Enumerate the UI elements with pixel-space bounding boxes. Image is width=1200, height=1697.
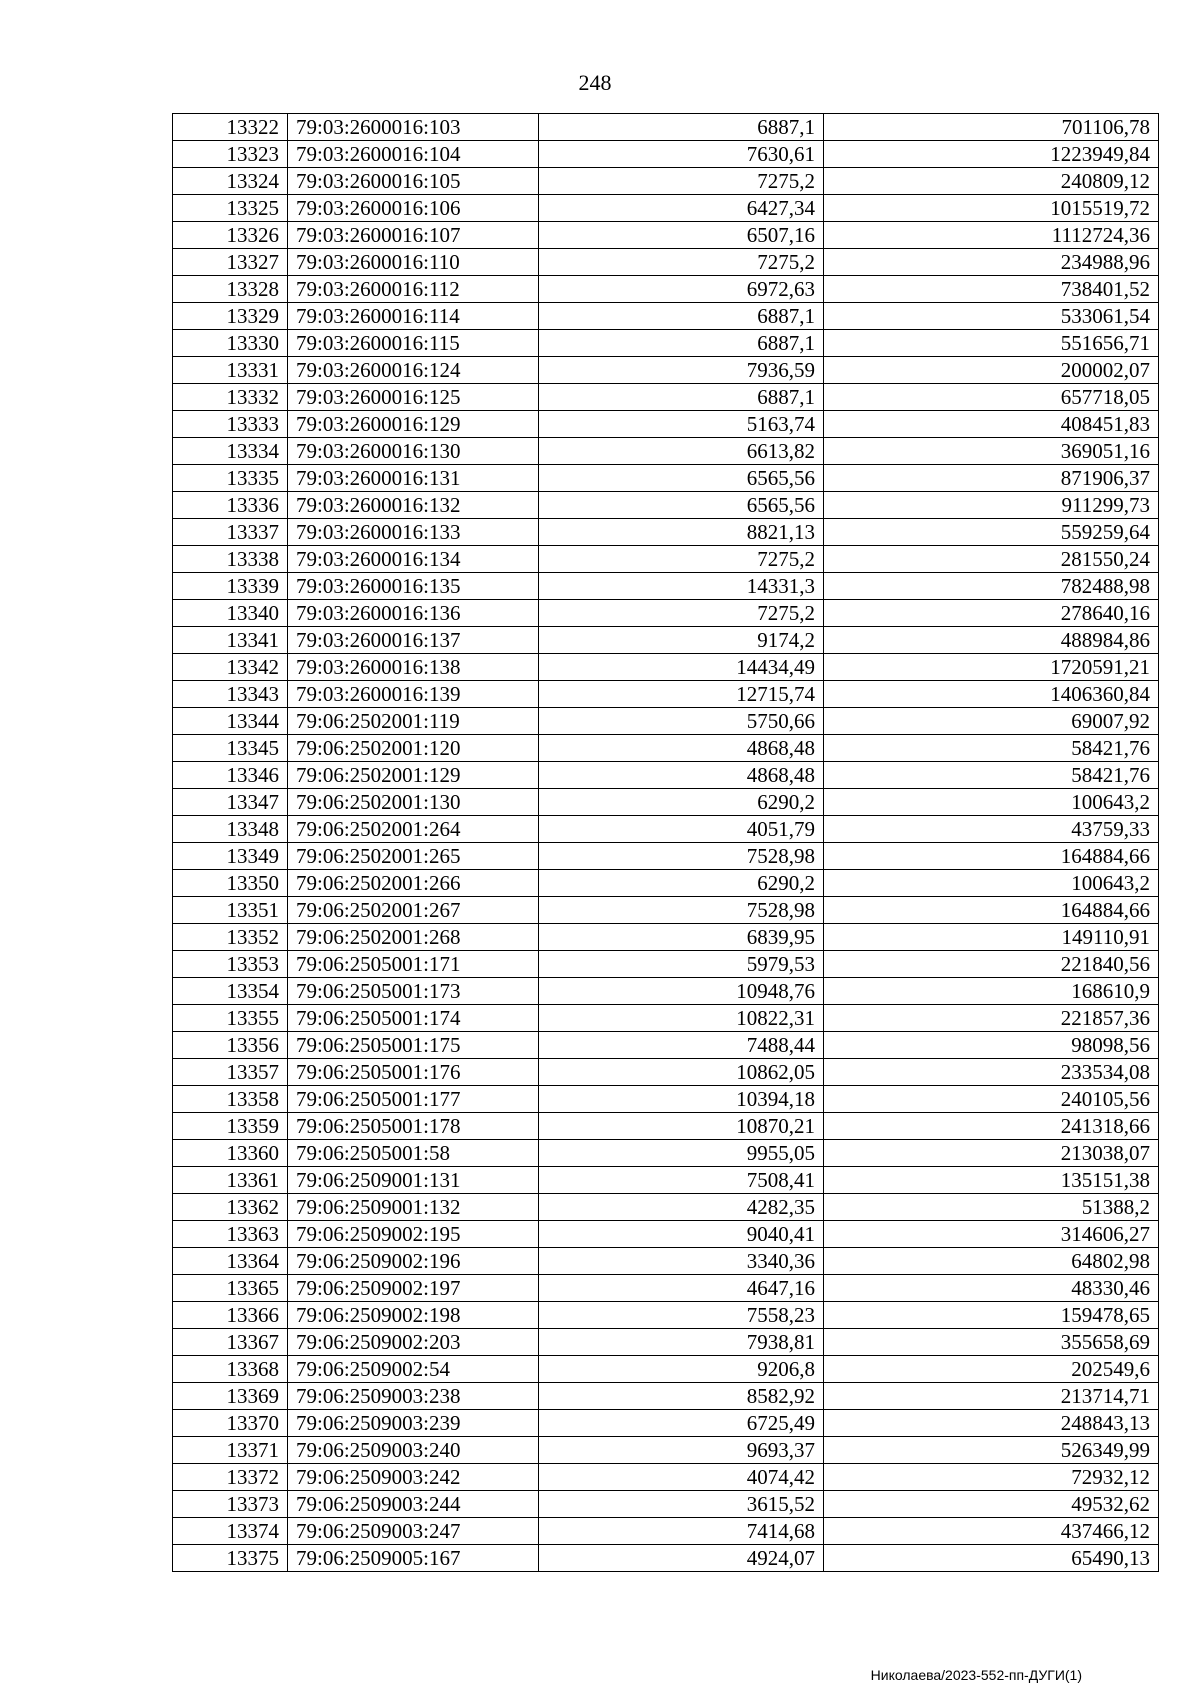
value-cell: 7275,2 [539,168,824,195]
amount-cell: 202549,6 [824,1356,1159,1383]
cadastral-number-cell: 79:03:2600016:112 [288,276,539,303]
table-row [173,1059,1159,1086]
value-cell: 7528,98 [539,843,824,870]
row-number-cell: 13328 [173,276,288,303]
amount-cell: 234988,96 [824,249,1159,276]
cadastral-number-cell: 79:03:2600016:106 [288,195,539,222]
cadastral-number-cell: 79:06:2509003:238 [288,1383,539,1410]
value-cell: 7630,61 [539,141,824,168]
table-row [173,114,1159,141]
value-cell: 5750,66 [539,708,824,735]
table-row [173,357,1159,384]
cadastral-number-cell: 79:03:2600016:133 [288,519,539,546]
amount-cell: 135151,38 [824,1167,1159,1194]
row-number-cell: 13339 [173,573,288,600]
amount-cell: 526349,99 [824,1437,1159,1464]
row-number-cell: 13330 [173,330,288,357]
value-cell: 3615,52 [539,1491,824,1518]
cadastral-number-cell: 79:06:2509002:54 [288,1356,539,1383]
row-number-cell: 13324 [173,168,288,195]
value-cell: 4868,48 [539,762,824,789]
cadastral-number-cell: 79:03:2600016:135 [288,573,539,600]
table-row [173,330,1159,357]
row-number-cell: 13369 [173,1383,288,1410]
table-row [173,141,1159,168]
cadastral-number-cell: 79:03:2600016:138 [288,654,539,681]
amount-cell: 168610,9 [824,978,1159,1005]
value-cell: 6839,95 [539,924,824,951]
cadastral-number-cell: 79:06:2505001:171 [288,951,539,978]
cadastral-number-cell: 79:06:2509003:247 [288,1518,539,1545]
value-cell: 10948,76 [539,978,824,1005]
table-row [173,762,1159,789]
table-row [173,1221,1159,1248]
table-row [173,816,1159,843]
amount-cell: 164884,66 [824,843,1159,870]
amount-cell: 98098,56 [824,1032,1159,1059]
row-number-cell: 13372 [173,1464,288,1491]
value-cell: 7414,68 [539,1518,824,1545]
table-row [173,1410,1159,1437]
amount-cell: 871906,37 [824,465,1159,492]
amount-cell: 355658,69 [824,1329,1159,1356]
value-cell: 7938,81 [539,1329,824,1356]
cadastral-number-cell: 79:06:2502001:119 [288,708,539,735]
amount-cell: 240105,56 [824,1086,1159,1113]
row-number-cell: 13356 [173,1032,288,1059]
amount-cell: 65490,13 [824,1545,1159,1572]
value-cell: 8582,92 [539,1383,824,1410]
amount-cell: 149110,91 [824,924,1159,951]
table-row [173,546,1159,573]
cadastral-number-cell: 79:06:2502001:265 [288,843,539,870]
table-row [173,978,1159,1005]
cadastral-number-cell: 79:06:2509001:132 [288,1194,539,1221]
value-cell: 6565,56 [539,492,824,519]
value-cell: 3340,36 [539,1248,824,1275]
table-row [173,1491,1159,1518]
cadastral-number-cell: 79:06:2502001:267 [288,897,539,924]
cadastral-number-cell: 79:06:2502001:129 [288,762,539,789]
amount-cell: 240809,12 [824,168,1159,195]
cadastral-number-cell: 79:03:2600016:125 [288,384,539,411]
amount-cell: 278640,16 [824,600,1159,627]
value-cell: 6565,56 [539,465,824,492]
table-row [173,789,1159,816]
value-cell: 7508,41 [539,1167,824,1194]
value-cell: 10394,18 [539,1086,824,1113]
row-number-cell: 13375 [173,1545,288,1572]
row-number-cell: 13335 [173,465,288,492]
cadastral-number-cell: 79:03:2600016:107 [288,222,539,249]
table-row [173,870,1159,897]
cadastral-number-cell: 79:03:2600016:103 [288,114,539,141]
value-cell: 6613,82 [539,438,824,465]
cadastral-number-cell: 79:03:2600016:115 [288,330,539,357]
amount-cell: 72932,12 [824,1464,1159,1491]
cadastral-number-cell: 79:06:2509002:203 [288,1329,539,1356]
value-cell: 4868,48 [539,735,824,762]
amount-cell: 369051,16 [824,438,1159,465]
row-number-cell: 13370 [173,1410,288,1437]
amount-cell: 488984,86 [824,627,1159,654]
cadastral-number-cell: 79:06:2509002:198 [288,1302,539,1329]
row-number-cell: 13325 [173,195,288,222]
amount-cell: 233534,08 [824,1059,1159,1086]
cadastral-number-cell: 79:03:2600016:130 [288,438,539,465]
cadastral-number-cell: 79:06:2509002:197 [288,1275,539,1302]
row-number-cell: 13333 [173,411,288,438]
value-cell: 4074,42 [539,1464,824,1491]
table-row [173,843,1159,870]
cadastral-number-cell: 79:06:2502001:130 [288,789,539,816]
value-cell: 6887,1 [539,303,824,330]
value-cell: 5979,53 [539,951,824,978]
amount-cell: 559259,64 [824,519,1159,546]
row-number-cell: 13342 [173,654,288,681]
row-number-cell: 13366 [173,1302,288,1329]
cadastral-number-cell: 79:06:2502001:266 [288,870,539,897]
cadastral-number-cell: 79:03:2600016:134 [288,546,539,573]
value-cell: 6887,1 [539,384,824,411]
amount-cell: 164884,66 [824,897,1159,924]
cadastral-number-cell: 79:03:2600016:136 [288,600,539,627]
amount-cell: 551656,71 [824,330,1159,357]
table-row [173,600,1159,627]
table-row [173,438,1159,465]
table-row [173,681,1159,708]
row-number-cell: 13362 [173,1194,288,1221]
table-row [173,573,1159,600]
cadastral-number-cell: 79:03:2600016:105 [288,168,539,195]
row-number-cell: 13365 [173,1275,288,1302]
cadastral-number-cell: 79:06:2502001:268 [288,924,539,951]
cadastral-number-cell: 79:06:2505001:175 [288,1032,539,1059]
cadastral-number-cell: 79:03:2600016:110 [288,249,539,276]
table-row [173,1464,1159,1491]
row-number-cell: 13347 [173,789,288,816]
row-number-cell: 13368 [173,1356,288,1383]
footer-document-id: Николаева/2023-552-пп-ДУГИ(1) [870,1667,1082,1683]
row-number-cell: 13349 [173,843,288,870]
value-cell: 7275,2 [539,600,824,627]
page-number: 248 [578,70,612,95]
value-cell: 14434,49 [539,654,824,681]
row-number-cell: 13359 [173,1113,288,1140]
amount-cell: 159478,65 [824,1302,1159,1329]
row-number-cell: 13373 [173,1491,288,1518]
cadastral-number-cell: 79:06:2505001:176 [288,1059,539,1086]
value-cell: 10862,05 [539,1059,824,1086]
cadastral-number-cell: 79:03:2600016:104 [288,141,539,168]
amount-cell: 51388,2 [824,1194,1159,1221]
amount-cell: 782488,98 [824,573,1159,600]
row-number-cell: 13329 [173,303,288,330]
row-number-cell: 13322 [173,114,288,141]
row-number-cell: 13363 [173,1221,288,1248]
amount-cell: 213038,07 [824,1140,1159,1167]
row-number-cell: 13361 [173,1167,288,1194]
value-cell: 4051,79 [539,816,824,843]
cadastral-number-cell: 79:03:2600016:139 [288,681,539,708]
table-row [173,1518,1159,1545]
value-cell: 4282,35 [539,1194,824,1221]
registry-table [172,113,1159,1572]
amount-cell: 1015519,72 [824,195,1159,222]
row-number-cell: 13355 [173,1005,288,1032]
row-number-cell: 13350 [173,870,288,897]
amount-cell: 1720591,21 [824,654,1159,681]
amount-cell: 248843,13 [824,1410,1159,1437]
table-row [173,1545,1159,1572]
cadastral-number-cell: 79:06:2509003:242 [288,1464,539,1491]
amount-cell: 221857,36 [824,1005,1159,1032]
row-number-cell: 13367 [173,1329,288,1356]
row-number-cell: 13341 [173,627,288,654]
amount-cell: 1112724,36 [824,222,1159,249]
row-number-cell: 13340 [173,600,288,627]
row-number-cell: 13336 [173,492,288,519]
amount-cell: 58421,76 [824,735,1159,762]
cadastral-number-cell: 79:06:2505001:58 [288,1140,539,1167]
row-number-cell: 13360 [173,1140,288,1167]
value-cell: 9206,8 [539,1356,824,1383]
row-number-cell: 13374 [173,1518,288,1545]
cadastral-number-cell: 79:06:2505001:178 [288,1113,539,1140]
value-cell: 9040,41 [539,1221,824,1248]
value-cell: 12715,74 [539,681,824,708]
table-row [173,654,1159,681]
value-cell: 10870,21 [539,1113,824,1140]
cadastral-number-cell: 79:06:2505001:177 [288,1086,539,1113]
value-cell: 7528,98 [539,897,824,924]
table-row [173,1032,1159,1059]
cadastral-number-cell: 79:03:2600016:129 [288,411,539,438]
amount-cell: 241318,66 [824,1113,1159,1140]
table-row [173,195,1159,222]
cadastral-number-cell: 79:06:2505001:174 [288,1005,539,1032]
cadastral-number-cell: 79:06:2509002:196 [288,1248,539,1275]
amount-cell: 221840,56 [824,951,1159,978]
table-row [173,897,1159,924]
table-row [173,735,1159,762]
table-row [173,1248,1159,1275]
amount-cell: 100643,2 [824,789,1159,816]
cadastral-number-cell: 79:06:2509003:240 [288,1437,539,1464]
table-row [173,1140,1159,1167]
row-number-cell: 13348 [173,816,288,843]
row-number-cell: 13343 [173,681,288,708]
amount-cell: 533061,54 [824,303,1159,330]
amount-cell: 43759,33 [824,816,1159,843]
table-row [173,249,1159,276]
amount-cell: 701106,78 [824,114,1159,141]
value-cell: 6427,34 [539,195,824,222]
table-row [173,951,1159,978]
amount-cell: 911299,73 [824,492,1159,519]
value-cell: 7558,23 [539,1302,824,1329]
cadastral-number-cell: 79:03:2600016:124 [288,357,539,384]
cadastral-number-cell: 79:06:2502001:264 [288,816,539,843]
table-row [173,1356,1159,1383]
row-number-cell: 13344 [173,708,288,735]
table-row [173,303,1159,330]
row-number-cell: 13327 [173,249,288,276]
table-row [173,1005,1159,1032]
registry-table-body [173,114,1159,1572]
value-cell: 7936,59 [539,357,824,384]
value-cell: 6972,63 [539,276,824,303]
amount-cell: 281550,24 [824,546,1159,573]
row-number-cell: 13334 [173,438,288,465]
amount-cell: 437466,12 [824,1518,1159,1545]
table-row [173,276,1159,303]
cadastral-number-cell: 79:06:2509001:131 [288,1167,539,1194]
row-number-cell: 13346 [173,762,288,789]
table-row [173,1302,1159,1329]
amount-cell: 200002,07 [824,357,1159,384]
row-number-cell: 13332 [173,384,288,411]
row-number-cell: 13351 [173,897,288,924]
table-row [173,1167,1159,1194]
row-number-cell: 13357 [173,1059,288,1086]
table-row [173,627,1159,654]
value-cell: 5163,74 [539,411,824,438]
row-number-cell: 13352 [173,924,288,951]
value-cell: 9174,2 [539,627,824,654]
value-cell: 7275,2 [539,249,824,276]
amount-cell: 64802,98 [824,1248,1159,1275]
value-cell: 6507,16 [539,222,824,249]
value-cell: 6290,2 [539,789,824,816]
value-cell: 8821,13 [539,519,824,546]
value-cell: 7488,44 [539,1032,824,1059]
row-number-cell: 13331 [173,357,288,384]
cadastral-number-cell: 79:06:2509005:167 [288,1545,539,1572]
cadastral-number-cell: 79:06:2509002:195 [288,1221,539,1248]
amount-cell: 49532,62 [824,1491,1159,1518]
row-number-cell: 13358 [173,1086,288,1113]
row-number-cell: 13337 [173,519,288,546]
table-row [173,492,1159,519]
table-row [173,924,1159,951]
value-cell: 9955,05 [539,1140,824,1167]
cadastral-number-cell: 79:06:2509003:244 [288,1491,539,1518]
row-number-cell: 13338 [173,546,288,573]
table-row [173,384,1159,411]
cadastral-number-cell: 79:03:2600016:137 [288,627,539,654]
table-row [173,168,1159,195]
value-cell: 6725,49 [539,1410,824,1437]
amount-cell: 738401,52 [824,276,1159,303]
cadastral-number-cell: 79:06:2502001:120 [288,735,539,762]
table-row [173,1086,1159,1113]
table-row [173,1275,1159,1302]
value-cell: 9693,37 [539,1437,824,1464]
row-number-cell: 13364 [173,1248,288,1275]
amount-cell: 657718,05 [824,384,1159,411]
table-row [173,1194,1159,1221]
amount-cell: 1223949,84 [824,141,1159,168]
row-number-cell: 13353 [173,951,288,978]
row-number-cell: 13371 [173,1437,288,1464]
table-row [173,465,1159,492]
value-cell: 4924,07 [539,1545,824,1572]
table-row [173,519,1159,546]
value-cell: 6290,2 [539,870,824,897]
table-row [173,1437,1159,1464]
cadastral-number-cell: 79:06:2505001:173 [288,978,539,1005]
cadastral-number-cell: 79:06:2509003:239 [288,1410,539,1437]
table-row [173,1113,1159,1140]
table-row [173,411,1159,438]
amount-cell: 69007,92 [824,708,1159,735]
amount-cell: 213714,71 [824,1383,1159,1410]
row-number-cell: 13345 [173,735,288,762]
table-row [173,1329,1159,1356]
value-cell: 10822,31 [539,1005,824,1032]
table-row [173,708,1159,735]
amount-cell: 314606,27 [824,1221,1159,1248]
amount-cell: 100643,2 [824,870,1159,897]
cadastral-number-cell: 79:03:2600016:131 [288,465,539,492]
value-cell: 4647,16 [539,1275,824,1302]
amount-cell: 408451,83 [824,411,1159,438]
table-row [173,222,1159,249]
amount-cell: 58421,76 [824,762,1159,789]
value-cell: 14331,3 [539,573,824,600]
row-number-cell: 13323 [173,141,288,168]
table-row [173,1383,1159,1410]
value-cell: 6887,1 [539,114,824,141]
value-cell: 7275,2 [539,546,824,573]
amount-cell: 1406360,84 [824,681,1159,708]
cadastral-number-cell: 79:03:2600016:114 [288,303,539,330]
amount-cell: 48330,46 [824,1275,1159,1302]
cadastral-number-cell: 79:03:2600016:132 [288,492,539,519]
row-number-cell: 13326 [173,222,288,249]
row-number-cell: 13354 [173,978,288,1005]
value-cell: 6887,1 [539,330,824,357]
